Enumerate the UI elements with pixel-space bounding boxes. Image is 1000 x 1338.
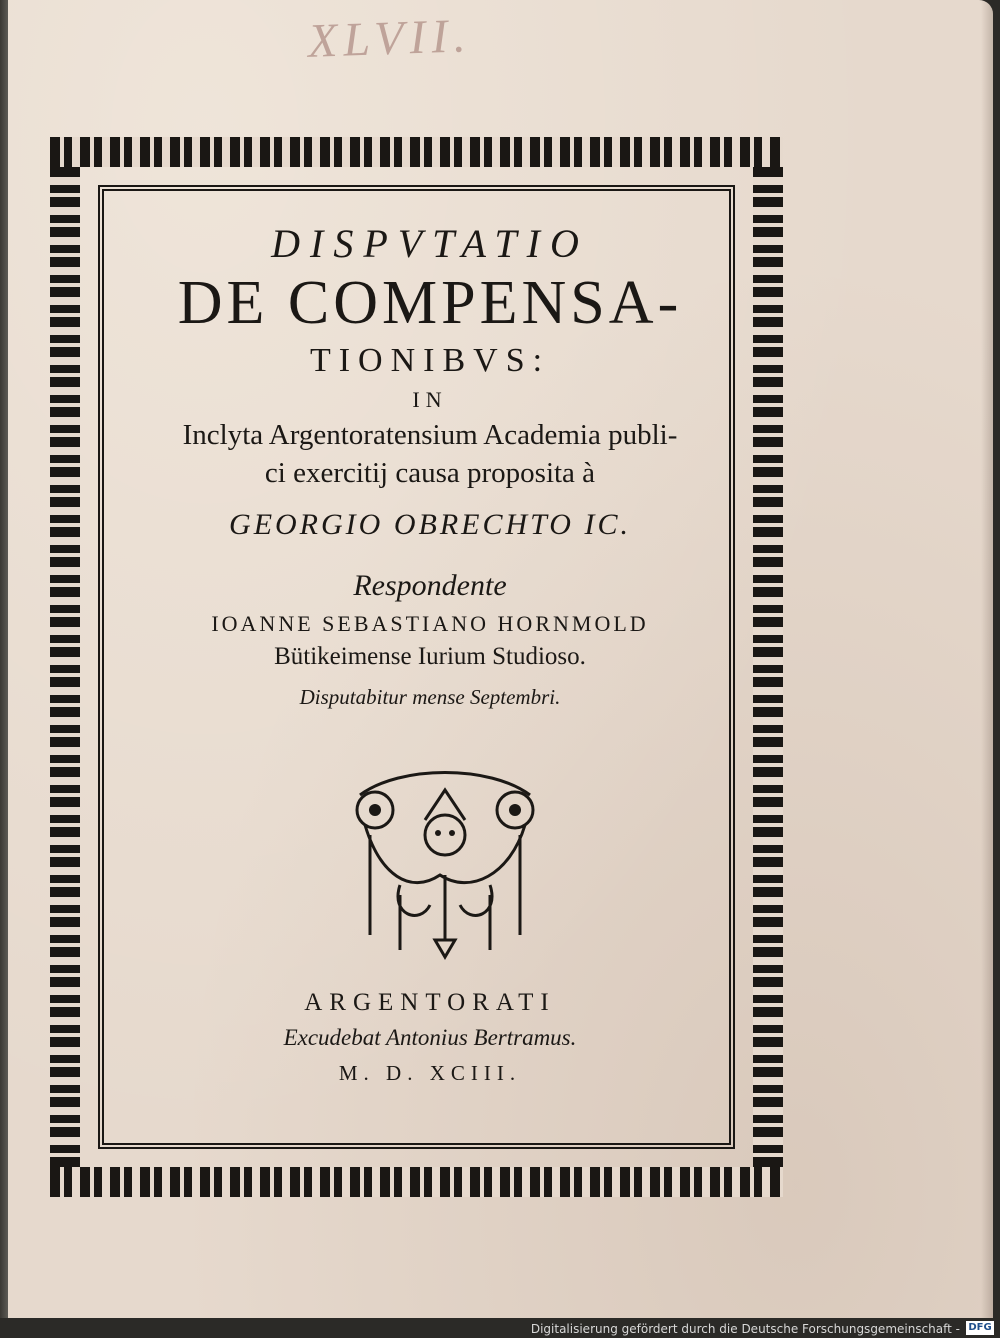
handwritten-shelfmark: XLVII. bbox=[307, 9, 473, 68]
footer-bar bbox=[0, 1318, 1000, 1338]
imprint-place: ARGENTORATI bbox=[304, 989, 556, 1016]
title-block bbox=[120, 220, 740, 712]
dfg-logo-icon: DFG bbox=[966, 1321, 994, 1335]
imprint-block bbox=[120, 985, 740, 1089]
title-line-proposita: ci exercitij causa proposita à bbox=[264, 457, 596, 489]
author-name: GEORGIO OBRECHTO IC. bbox=[229, 508, 631, 541]
title-line-in: IN bbox=[412, 387, 448, 412]
printer-ornament-vignette bbox=[340, 765, 550, 960]
imprint-year: M. D. XCIII. bbox=[338, 1061, 522, 1085]
respondent-label: Respondente bbox=[353, 569, 507, 602]
respondent-description: Bütikeimense Iurium Studioso. bbox=[274, 643, 586, 670]
disputation-date: Disputabitur mense Septembri. bbox=[299, 685, 561, 709]
title-line-disputatio: DISPVTATIO bbox=[271, 221, 589, 266]
book-binding-edge bbox=[0, 0, 8, 1338]
title-line-de-compensa: DE COMPENSA- bbox=[177, 269, 683, 337]
imprint-printer: Excudebat Antonius Bertramus. bbox=[283, 1025, 577, 1050]
respondent-name: IOANNE SEBASTIANO HORNMOLD bbox=[211, 611, 649, 636]
funding-credit: Digitalisierung gefördert durch die Deutsche Forschungsgemeinschaft - bbox=[530, 1322, 960, 1336]
title-line-academia: Inclyta Argentoratensium Academia publi- bbox=[182, 419, 678, 451]
page-edge-shadow bbox=[981, 0, 993, 1318]
title-line-tionibus: TIONIBVS: bbox=[309, 342, 551, 379]
